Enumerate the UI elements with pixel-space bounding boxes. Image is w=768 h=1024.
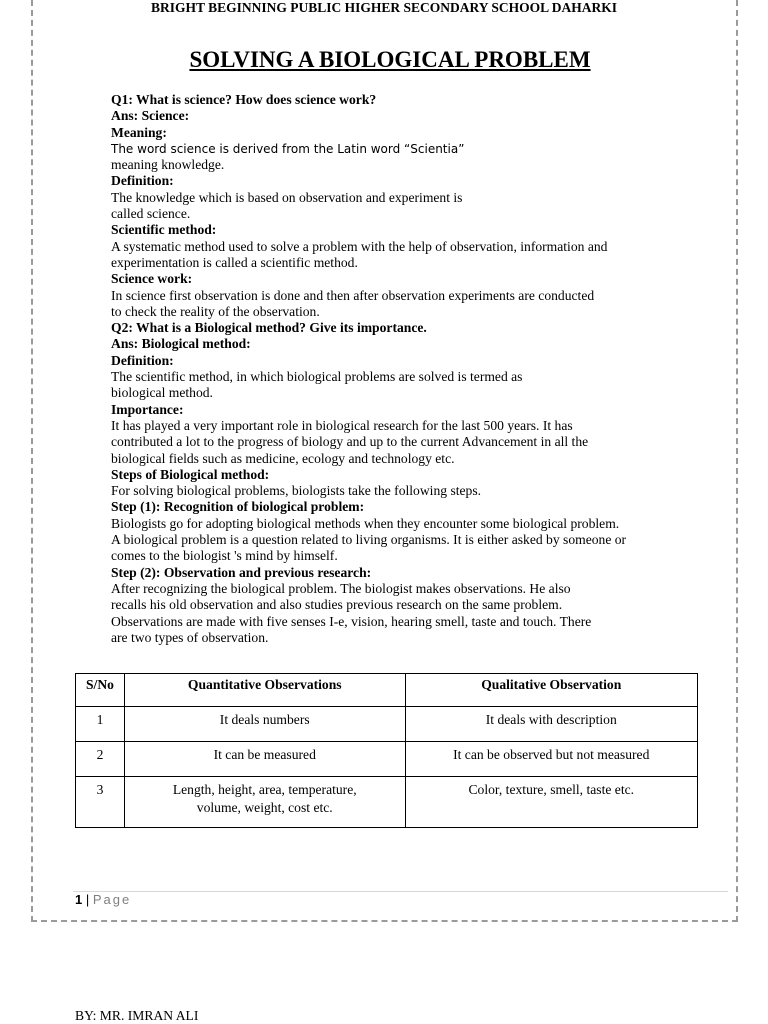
table-cell-sno: 2	[76, 742, 125, 777]
definition-2-line-2: biological method.	[111, 385, 213, 401]
table-cell-sno: 1	[76, 707, 125, 742]
steps-heading: Steps of Biological method:	[111, 466, 270, 482]
document-body	[111, 92, 711, 646]
step-2-heading: Step (2): Observation and previous research:	[111, 564, 372, 580]
question-1: Q1: What is science? How does science work?	[111, 92, 377, 107]
answer-heading-science: Ans: Science:	[111, 108, 190, 124]
scientific-method-heading: Scientific method:	[111, 222, 217, 238]
table-cell-sno: 3	[76, 777, 125, 828]
table-row	[76, 777, 698, 828]
step-1-line-3: comes to the biologist 's mind by himself.	[111, 548, 338, 564]
definition-2-line-1: The scientific method, in which biological problems are solved is termed as	[111, 369, 523, 385]
page-border-left	[31, 0, 33, 922]
table-cell-qualitative: It can be observed but not measured	[405, 742, 698, 777]
meaning-heading: Meaning:	[111, 124, 167, 140]
importance-line-2: contributed a lot to the progress of biology and up to the current Advancement in all the	[111, 434, 589, 450]
step-2-line-3: Observations are made with five senses I-e, vision, hearing smell, taste and touch. There	[111, 613, 592, 629]
steps-line-1: For solving biological problems, biologists take the following steps.	[111, 483, 482, 499]
meaning-text-line-2: meaning knowledge.	[111, 157, 225, 173]
page-label: Page	[92, 892, 132, 907]
table-header-qualitative: Qualitative Observation	[405, 674, 698, 707]
answer-heading-bio: Ans: Biological method:	[111, 336, 251, 352]
page-title: SOLVING A BIOLOGICAL PROBLEM	[189, 47, 591, 72]
scientific-method-line-1: A systematic method used to solve a problem with the help of observation, information and	[111, 238, 608, 254]
page-border-bottom	[31, 920, 738, 922]
science-work-heading: Science work:	[111, 271, 193, 287]
table-row	[76, 707, 698, 742]
footer-divider	[73, 891, 728, 892]
scientific-method-line-2: experimentation is called a scientific method.	[111, 254, 358, 270]
author-credit: BY: MR. IMRAN ALI	[75, 1008, 199, 1023]
school-name: BRIGHT BEGINNING PUBLIC HIGHER SECONDARY SCHOOL DAHARKI	[150, 0, 618, 15]
importance-line-1: It has played a very important role in biological research for the last 500 years. It has	[111, 417, 573, 433]
definition-1-line-2: called science.	[111, 206, 191, 222]
meaning-text-line-1: The word science is derived from the Latin word “Scientia”	[111, 141, 465, 156]
step-2-line-2: recalls his old observation and also studies previous research on the same problem.	[111, 597, 563, 613]
table-cell-quantitative	[124, 777, 405, 828]
observations-table	[75, 673, 698, 828]
definition-heading-1: Definition:	[111, 173, 174, 189]
table-header-row	[76, 674, 698, 707]
table-cell-qualitative: Color, texture, smell, taste etc.	[405, 777, 698, 828]
table-cell-quantitative-line-2: volume, weight, cost etc.	[196, 800, 333, 815]
step-1-line-2: A biological problem is a question related to living organisms. It is either asked by someone or	[111, 532, 627, 548]
page-border-right	[736, 0, 738, 922]
step-1-line-1: Biologists go for adopting biological methods when they encounter some biological problem.	[111, 515, 620, 531]
step-2-line-4: are two types of observation.	[111, 629, 269, 645]
page-footer	[75, 892, 131, 907]
science-work-line-1: In science first observation is done and then after observation experiments are conducted	[111, 287, 595, 303]
table-header-sno: S/No	[76, 674, 125, 707]
science-work-line-2: to check the reality of the observation.	[111, 303, 320, 319]
question-2: Q2: What is a Biological method? Give its importance.	[111, 320, 427, 336]
table-cell-quantitative-line-1: Length, height, area, temperature,	[172, 782, 357, 797]
table-cell-quantitative: It can be measured	[124, 742, 405, 777]
importance-line-3: biological fields such as medicine, ecology and technology etc.	[111, 450, 455, 466]
page-separator: |	[85, 892, 90, 907]
table-header-quantitative: Quantitative Observations	[124, 674, 405, 707]
definition-1-line-1: The knowledge which is based on observation and experiment is	[111, 189, 463, 205]
step-2-line-1: After recognizing the biological problem. The biologist makes observations. He also	[111, 580, 571, 596]
table-row	[76, 742, 698, 777]
table-cell-quantitative: It deals numbers	[124, 707, 405, 742]
page-number: 1	[75, 892, 83, 907]
step-1-heading: Step (1): Recognition of biological problem:	[111, 499, 365, 515]
definition-heading-2: Definition:	[111, 352, 174, 368]
importance-heading: Importance:	[111, 401, 184, 417]
table-cell-qualitative: It deals with description	[405, 707, 698, 742]
